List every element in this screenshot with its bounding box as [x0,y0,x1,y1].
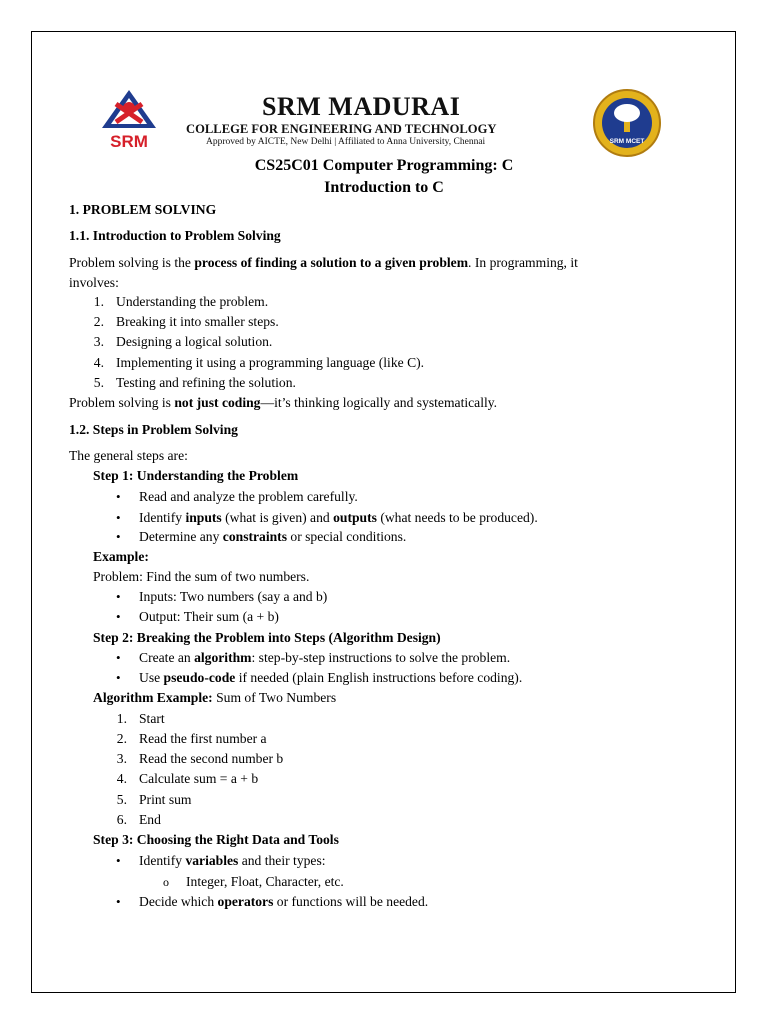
step3-bullet-operators: Decide which operators or functions will be needed. [139,894,429,909]
step3-sub-bullet-types: Integer, Float, Character, etc. [186,874,344,889]
example-inputs: Inputs: Two numbers (say a and b) [139,589,328,604]
srm-mcet-seal [592,88,662,158]
srm-logo [96,88,162,150]
step1-bullet-identify: Identify inputs (what is given) and outputs (what needs to be produced). [139,510,538,525]
intro-paragraph-line1: Problem solving is the process of finding a solution to a given problem. In programming, it [69,255,578,270]
bullet-marker: • [116,609,121,624]
subheading-intro: 1.1. Introduction to Problem Solving [69,228,281,243]
list-item: Understanding the problem. [116,294,269,309]
bullet-marker: • [116,589,121,604]
general-steps-text: The general steps are: [69,448,188,463]
step3-heading: Step 3: Choosing the Right Data and Tools [93,832,339,847]
bullet-marker: • [116,489,121,504]
doc-subtitle: Introduction to C [324,179,444,196]
sub-bullet-marker: o [163,875,169,889]
algorithm-example: Algorithm Example: Sum of Two Numbers [93,690,337,705]
approval-line: Approved by AICTE, New Delhi | Affiliated to Anna University, Chennai [206,137,486,147]
step3-bullet-variables: Identify variables and their types: [139,853,326,868]
example-label: Example: [93,549,149,564]
step1-bullet-read: Read and analyze the problem carefully. [139,489,358,504]
srm-logo-icon [96,88,162,150]
algorithm-step: Start [139,711,165,726]
intro-paragraph-line2: involves: [69,275,119,290]
college-name: SRM MADURAI [262,92,461,121]
step1-heading: Step 1: Understanding the Problem [93,468,299,483]
bullet-marker: • [116,650,121,665]
seal-text: SRM MCET [609,138,645,145]
algorithm-step: End [139,812,161,827]
section-heading-problem-solving: 1. PROBLEM SOLVING [69,202,217,217]
step1-bullet-constraints: Determine any constraints or special conditions. [139,529,407,544]
bullet-marker: • [116,894,121,909]
list-item: Implementing it using a programming language (like C). [116,355,425,370]
list-item: Testing and refining the solution. [116,375,296,390]
bullet-marker: • [116,529,121,544]
algorithm-step: Read the first number a [139,731,267,746]
example-output: Output: Their sum (a + b) [139,609,279,624]
seal-icon [592,88,662,158]
subheading-steps: 1.2. Steps in Problem Solving [69,422,238,437]
srm-logo-text: SRM [110,132,148,150]
college-subtitle: COLLEGE FOR ENGINEERING AND TECHNOLOGY [186,122,497,136]
bullet-marker: • [116,853,121,868]
closing-paragraph: Problem solving is not just coding—it’s thinking logically and systematically. [69,395,498,410]
list-item: Designing a logical solution. [116,334,273,349]
course-title: CS25C01 Computer Programming: C [254,157,514,174]
algorithm-step: Read the second number b [139,751,284,766]
bullet-marker: • [116,670,121,685]
bullet-marker: • [116,510,121,525]
algorithm-step: Print sum [139,792,192,807]
algorithm-step: Calculate sum = a + b [139,771,259,786]
example-problem: Problem: Find the sum of two numbers. [93,569,310,584]
step2-bullet-pseudocode: Use pseudo-code if needed (plain English instructions before coding). [139,670,523,685]
step2-heading: Step 2: Breaking the Problem into Steps (Algorithm Design) [93,630,441,645]
list-item: Breaking it into smaller steps. [116,314,279,329]
step2-bullet-algorithm: Create an algorithm: step-by-step instructions to solve the problem. [139,650,511,665]
